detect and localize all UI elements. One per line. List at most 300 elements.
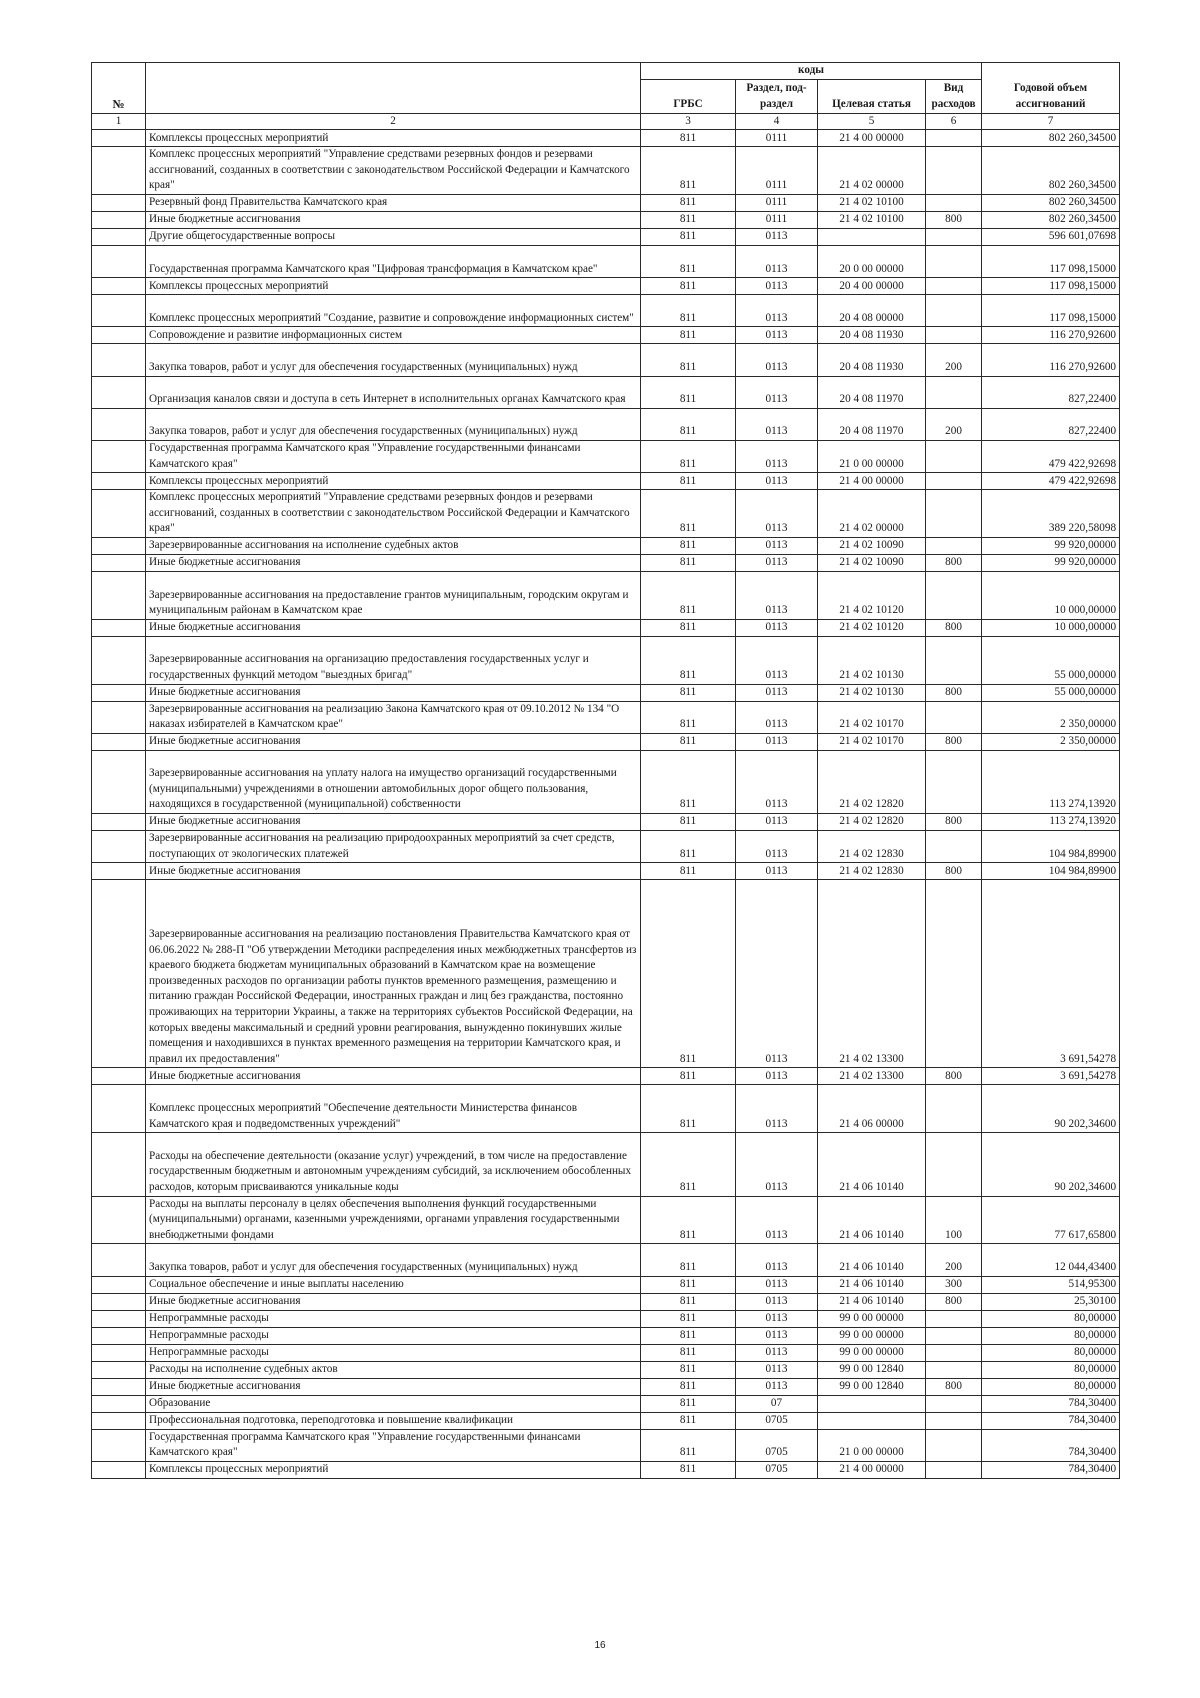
table-row (92, 1327, 1120, 1344)
table-row (92, 327, 1120, 344)
row-name: Резервный фонд Правительства Камчатского края (146, 194, 641, 211)
row-target-article: 21 0 00 00000 (818, 440, 926, 472)
row-expense-type (926, 1085, 982, 1133)
row-name: Иные бюджетные ассигнования (146, 733, 641, 750)
row-name: Иные бюджетные ассигнования (146, 814, 641, 831)
row-amount: 113 274,13920 (982, 814, 1120, 831)
row-expense-type (926, 636, 982, 684)
row-grbs: 811 (641, 278, 736, 295)
row-number (92, 1327, 146, 1344)
row-target-article: 20 4 08 00000 (818, 295, 926, 327)
header-number: № (92, 63, 146, 114)
row-amount: 117 098,15000 (982, 278, 1120, 295)
row-section: 0113 (736, 571, 818, 619)
row-number (92, 1361, 146, 1378)
row-expense-type (926, 1461, 982, 1478)
row-amount: 80,00000 (982, 1310, 1120, 1327)
row-amount: 479 422,92698 (982, 473, 1120, 490)
row-number (92, 1344, 146, 1361)
row-amount: 802 260,34500 (982, 130, 1120, 147)
row-expense-type (926, 537, 982, 554)
row-number (92, 408, 146, 440)
row-grbs: 811 (641, 327, 736, 344)
table-row (92, 228, 1120, 245)
table-row (92, 245, 1120, 277)
row-grbs: 811 (641, 130, 736, 147)
row-name: Иные бюджетные ассигнования (146, 1378, 641, 1395)
row-name: Профессиональная подготовка, переподготовка и повышение квалификации (146, 1412, 641, 1429)
row-number (92, 245, 146, 277)
row-section: 0113 (736, 831, 818, 863)
row-expense-type: 800 (926, 684, 982, 701)
row-target-article: 20 4 08 11970 (818, 408, 926, 440)
row-number (92, 376, 146, 408)
row-number (92, 211, 146, 228)
row-expense-type (926, 376, 982, 408)
row-number (92, 880, 146, 1068)
row-grbs: 811 (641, 490, 736, 538)
row-expense-type (926, 440, 982, 472)
row-target-article: 99 0 00 00000 (818, 1327, 926, 1344)
row-target-article (818, 1395, 926, 1412)
table-row (92, 295, 1120, 327)
row-grbs: 811 (641, 814, 736, 831)
row-number (92, 1196, 146, 1244)
table-row (92, 554, 1120, 571)
table-row (92, 490, 1120, 538)
row-expense-type: 800 (926, 619, 982, 636)
row-expense-type (926, 228, 982, 245)
row-expense-type: 800 (926, 1293, 982, 1310)
row-target-article: 21 4 06 10140 (818, 1244, 926, 1276)
row-number (92, 733, 146, 750)
row-expense-type (926, 831, 982, 863)
row-amount: 25,30100 (982, 1293, 1120, 1310)
row-section: 0113 (736, 880, 818, 1068)
header-target-article: Целевая статья (818, 79, 926, 113)
row-expense-type (926, 295, 982, 327)
row-number (92, 684, 146, 701)
row-amount: 90 202,34600 (982, 1133, 1120, 1196)
row-grbs: 811 (641, 1196, 736, 1244)
table-row (92, 1293, 1120, 1310)
row-target-article: 21 4 02 13300 (818, 880, 926, 1068)
row-name: Государственная программа Камчатского края "Управление государственными финансами Камчатского края" (146, 440, 641, 472)
row-grbs: 811 (641, 408, 736, 440)
table-row (92, 636, 1120, 684)
row-grbs: 811 (641, 619, 736, 636)
row-grbs: 811 (641, 701, 736, 733)
row-target-article: 21 4 02 12830 (818, 863, 926, 880)
row-name: Социальное обеспечение и иные выплаты населению (146, 1276, 641, 1293)
header-name-empty (146, 63, 641, 114)
row-number (92, 831, 146, 863)
row-target-article (818, 228, 926, 245)
row-section: 07 (736, 1395, 818, 1412)
row-name: Зарезервированные ассигнования на реализацию постановления Правительства Камчатского края от 06.06.2022 № 288-П "Об утверждении Методики распределения иных межбюджетных трансфертов из краевого бюджета бюджетам муниципальных образований в Камчатском крае на возмещение произведенных расходов по организации работы пунктов временного размещения, размещению и питанию граждан Российской Федерации, иностранных граждан и лиц без гражданства, постоянно проживающих на территории Украины, а также на территориях субъектов Российской Федерации, на которых введены максимальный и средний уровни реагирования, вынужденно покинувших жилые помещения и находившихся в пунктах временного размещения на территории Камчатского края, и правил их предоставления" (146, 880, 641, 1068)
row-expense-type: 200 (926, 344, 982, 376)
row-grbs: 811 (641, 1327, 736, 1344)
row-amount: 113 274,13920 (982, 750, 1120, 813)
row-expense-type (926, 1395, 982, 1412)
row-amount: 10 000,00000 (982, 619, 1120, 636)
row-grbs: 811 (641, 1133, 736, 1196)
row-grbs: 811 (641, 376, 736, 408)
row-expense-type (926, 490, 982, 538)
row-section: 0113 (736, 750, 818, 813)
row-number (92, 701, 146, 733)
row-grbs: 811 (641, 440, 736, 472)
row-number (92, 327, 146, 344)
row-grbs: 811 (641, 1244, 736, 1276)
row-name: Комплекс процессных мероприятий "Создание, развитие и сопровождение информационных систем" (146, 295, 641, 327)
row-amount: 104 984,89900 (982, 831, 1120, 863)
table-row (92, 1395, 1120, 1412)
table-row (92, 130, 1120, 147)
row-number (92, 147, 146, 195)
row-expense-type: 800 (926, 1068, 982, 1085)
row-amount: 77 617,65800 (982, 1196, 1120, 1244)
row-number (92, 1244, 146, 1276)
row-section: 0113 (736, 278, 818, 295)
column-number-2: 2 (146, 113, 641, 130)
row-amount: 802 260,34500 (982, 194, 1120, 211)
row-section: 0113 (736, 327, 818, 344)
row-amount: 10 000,00000 (982, 571, 1120, 619)
row-amount: 802 260,34500 (982, 147, 1120, 195)
row-section: 0113 (736, 733, 818, 750)
row-number (92, 750, 146, 813)
row-number (92, 344, 146, 376)
table-row (92, 440, 1120, 472)
row-amount: 3 691,54278 (982, 880, 1120, 1068)
row-number (92, 537, 146, 554)
row-target-article: 21 4 02 00000 (818, 147, 926, 195)
row-amount: 80,00000 (982, 1327, 1120, 1344)
row-grbs: 811 (641, 880, 736, 1068)
row-grbs: 811 (641, 1361, 736, 1378)
row-target-article: 21 4 02 10090 (818, 537, 926, 554)
row-target-article: 21 4 02 13300 (818, 1068, 926, 1085)
row-section: 0113 (736, 863, 818, 880)
row-number (92, 571, 146, 619)
column-number-1: 1 (92, 113, 146, 130)
row-name: Расходы на выплаты персоналу в целях обеспечения выполнения функций государственными (муниципальными) органами, казенными учреждениями, органами управления государственными внебюджетными фондами (146, 1196, 641, 1244)
row-section: 0111 (736, 147, 818, 195)
row-name: Зарезервированные ассигнования на уплату налога на имущество организаций государственными (муниципальными) учреждениями в отношении автомобильных дорог общего пользования, находящихся в государственной (муниципальной) собственности (146, 750, 641, 813)
row-name: Непрограммные расходы (146, 1327, 641, 1344)
row-target-article: 20 4 08 11970 (818, 376, 926, 408)
row-grbs: 811 (641, 1344, 736, 1361)
row-name: Непрограммные расходы (146, 1344, 641, 1361)
row-grbs: 811 (641, 750, 736, 813)
row-amount: 12 044,43400 (982, 1244, 1120, 1276)
row-name: Закупка товаров, работ и услуг для обеспечения государственных (муниципальных) нужд (146, 1244, 641, 1276)
row-section: 0113 (736, 1344, 818, 1361)
table-row (92, 344, 1120, 376)
row-number (92, 1412, 146, 1429)
row-name: Организация каналов связи и доступа в сеть Интернет в исполнительных органах Камчатского края (146, 376, 641, 408)
table-body (92, 130, 1120, 1479)
row-amount: 90 202,34600 (982, 1085, 1120, 1133)
row-name: Закупка товаров, работ и услуг для обеспечения государственных (муниципальных) нужд (146, 408, 641, 440)
row-grbs: 811 (641, 473, 736, 490)
table-row (92, 147, 1120, 195)
table-row (92, 880, 1120, 1068)
row-number (92, 1133, 146, 1196)
row-amount: 389 220,58098 (982, 490, 1120, 538)
row-section: 0113 (736, 1327, 818, 1344)
row-target-article: 21 4 02 10090 (818, 554, 926, 571)
table-row (92, 684, 1120, 701)
row-name: Зарезервированные ассигнования на организацию предоставления государственных услуг и государственных функций методом "выездных бригад" (146, 636, 641, 684)
row-grbs: 811 (641, 1276, 736, 1293)
row-amount: 3 691,54278 (982, 1068, 1120, 1085)
row-section: 0705 (736, 1461, 818, 1478)
row-number (92, 1429, 146, 1461)
row-grbs: 811 (641, 228, 736, 245)
row-section: 0113 (736, 376, 818, 408)
row-number (92, 636, 146, 684)
row-name: Сопровождение и развитие информационных систем (146, 327, 641, 344)
row-target-article: 21 0 00 00000 (818, 1429, 926, 1461)
row-amount: 479 422,92698 (982, 440, 1120, 472)
row-section: 0113 (736, 1276, 818, 1293)
row-name: Другие общегосударственные вопросы (146, 228, 641, 245)
table-row (92, 863, 1120, 880)
row-number (92, 863, 146, 880)
row-target-article: 20 0 00 00000 (818, 245, 926, 277)
row-amount: 55 000,00000 (982, 636, 1120, 684)
row-target-article: 21 4 00 00000 (818, 473, 926, 490)
row-amount: 802 260,34500 (982, 211, 1120, 228)
row-target-article: 21 4 02 10120 (818, 571, 926, 619)
row-name: Комплексы процессных мероприятий (146, 1461, 641, 1478)
row-section: 0113 (736, 228, 818, 245)
row-expense-type (926, 1133, 982, 1196)
row-target-article: 21 4 06 10140 (818, 1276, 926, 1293)
row-expense-type (926, 1429, 982, 1461)
row-number (92, 440, 146, 472)
row-target-article: 99 0 00 00000 (818, 1344, 926, 1361)
row-target-article: 21 4 02 00000 (818, 490, 926, 538)
row-expense-type (926, 1344, 982, 1361)
row-expense-type (926, 1361, 982, 1378)
row-target-article: 21 4 00 00000 (818, 130, 926, 147)
row-section: 0113 (736, 1196, 818, 1244)
row-section: 0113 (736, 619, 818, 636)
table-row (92, 733, 1120, 750)
column-number-6: 6 (926, 113, 982, 130)
row-name: Иные бюджетные ассигнования (146, 211, 641, 228)
row-expense-type (926, 147, 982, 195)
row-section: 0705 (736, 1429, 818, 1461)
row-amount: 99 920,00000 (982, 554, 1120, 571)
row-expense-type: 200 (926, 408, 982, 440)
row-section: 0113 (736, 554, 818, 571)
row-amount: 80,00000 (982, 1344, 1120, 1361)
table-row (92, 1244, 1120, 1276)
row-section: 0113 (736, 684, 818, 701)
page-number: 16 (594, 1640, 606, 1651)
row-amount: 784,30400 (982, 1412, 1120, 1429)
row-amount: 117 098,15000 (982, 245, 1120, 277)
row-grbs: 811 (641, 1310, 736, 1327)
row-number (92, 814, 146, 831)
table-row (92, 408, 1120, 440)
budget-table-page (91, 62, 1119, 1479)
row-name: Зарезервированные ассигнования на исполнение судебных актов (146, 537, 641, 554)
row-target-article (818, 1412, 926, 1429)
table-row (92, 619, 1120, 636)
table-row (92, 701, 1120, 733)
row-expense-type (926, 750, 982, 813)
table-row (92, 1412, 1120, 1429)
row-name: Государственная программа Камчатского края "Управление государственными финансами Камчатского края" (146, 1429, 641, 1461)
table-row (92, 1310, 1120, 1327)
table-row (92, 571, 1120, 619)
row-section: 0113 (736, 1244, 818, 1276)
row-expense-type: 800 (926, 554, 982, 571)
header-codes: коды (641, 63, 982, 80)
row-grbs: 811 (641, 571, 736, 619)
row-number (92, 1276, 146, 1293)
row-amount: 116 270,92600 (982, 327, 1120, 344)
row-section: 0113 (736, 537, 818, 554)
table-row (92, 1344, 1120, 1361)
row-target-article: 21 4 06 10140 (818, 1293, 926, 1310)
row-target-article: 20 4 08 11930 (818, 344, 926, 376)
row-expense-type: 800 (926, 211, 982, 228)
row-target-article: 21 4 00 00000 (818, 1461, 926, 1478)
row-target-article: 99 0 00 12840 (818, 1378, 926, 1395)
header-annual-amount: Годовой объем ассигнований (982, 63, 1120, 114)
table-row (92, 1378, 1120, 1395)
header-section: Раздел, под-раздел (736, 79, 818, 113)
row-amount: 99 920,00000 (982, 537, 1120, 554)
row-amount: 80,00000 (982, 1361, 1120, 1378)
row-target-article: 21 4 02 10130 (818, 636, 926, 684)
row-expense-type (926, 327, 982, 344)
row-name: Зарезервированные ассигнования на реализацию природоохранных мероприятий за счет средств, поступающих от экологических платежей (146, 831, 641, 863)
row-expense-type: 800 (926, 863, 982, 880)
row-name: Зарезервированные ассигнования на реализацию Закона Камчатского края от 09.10.2012 № 134 "О наказах избирателей в Камчатском крае" (146, 701, 641, 733)
table-row (92, 376, 1120, 408)
row-number (92, 1378, 146, 1395)
row-name: Иные бюджетные ассигнования (146, 1293, 641, 1310)
row-expense-type (926, 880, 982, 1068)
row-grbs: 811 (641, 245, 736, 277)
row-expense-type (926, 130, 982, 147)
row-expense-type (926, 571, 982, 619)
row-name: Комплекс процессных мероприятий "Управление средствами резервных фондов и резервами ассигнований, созданных в соответствии с законодательством Российской Федерации и Камчатского края" (146, 147, 641, 195)
row-section: 0113 (736, 1068, 818, 1085)
row-number (92, 490, 146, 538)
header-grbs: ГРБС (641, 79, 736, 113)
row-section: 0113 (736, 245, 818, 277)
row-number (92, 1395, 146, 1412)
row-section: 0113 (736, 1293, 818, 1310)
row-number (92, 1085, 146, 1133)
row-number (92, 1461, 146, 1478)
row-amount: 2 350,00000 (982, 701, 1120, 733)
row-number (92, 295, 146, 327)
table-row (92, 1276, 1120, 1293)
row-target-article: 99 0 00 00000 (818, 1310, 926, 1327)
row-name: Комплексы процессных мероприятий (146, 278, 641, 295)
row-grbs: 811 (641, 147, 736, 195)
row-amount: 827,22400 (982, 408, 1120, 440)
row-number (92, 228, 146, 245)
row-expense-type: 100 (926, 1196, 982, 1244)
row-number (92, 130, 146, 147)
row-expense-type: 200 (926, 1244, 982, 1276)
row-amount: 514,95300 (982, 1276, 1120, 1293)
row-section: 0705 (736, 1412, 818, 1429)
row-section: 0113 (736, 1378, 818, 1395)
row-expense-type (926, 1412, 982, 1429)
row-grbs: 811 (641, 194, 736, 211)
row-amount: 104 984,89900 (982, 863, 1120, 880)
table-row (92, 537, 1120, 554)
row-section: 0113 (736, 408, 818, 440)
row-name: Иные бюджетные ассигнования (146, 684, 641, 701)
row-name: Комплексы процессных мероприятий (146, 473, 641, 490)
row-grbs: 811 (641, 1395, 736, 1412)
row-number (92, 619, 146, 636)
row-section: 0113 (736, 1085, 818, 1133)
row-name: Образование (146, 1395, 641, 1412)
table-row (92, 1196, 1120, 1244)
row-name: Иные бюджетные ассигнования (146, 554, 641, 571)
row-grbs: 811 (641, 1378, 736, 1395)
header-expense-type: Вид расходов (926, 79, 982, 113)
row-grbs: 811 (641, 1429, 736, 1461)
row-expense-type (926, 245, 982, 277)
row-section: 0113 (736, 701, 818, 733)
row-expense-type (926, 1327, 982, 1344)
row-name: Закупка товаров, работ и услуг для обеспечения государственных (муниципальных) нужд (146, 344, 641, 376)
row-number (92, 1068, 146, 1085)
row-target-article: 21 4 02 10170 (818, 733, 926, 750)
table-row (92, 1133, 1120, 1196)
row-section: 0113 (736, 295, 818, 327)
row-grbs: 811 (641, 295, 736, 327)
row-amount: 784,30400 (982, 1395, 1120, 1412)
row-expense-type (926, 194, 982, 211)
row-expense-type (926, 701, 982, 733)
column-number-7: 7 (982, 113, 1120, 130)
table-row (92, 831, 1120, 863)
row-grbs: 811 (641, 1293, 736, 1310)
row-grbs: 811 (641, 344, 736, 376)
row-name: Государственная программа Камчатского края "Цифровая трансформация в Камчатском крае" (146, 245, 641, 277)
row-grbs: 811 (641, 554, 736, 571)
row-section: 0111 (736, 194, 818, 211)
column-number-4: 4 (736, 113, 818, 130)
table-row (92, 1361, 1120, 1378)
row-name: Комплекс процессных мероприятий "Управление средствами резервных фондов и резервами ассигнований, созданных в соответствии с законодательством Российской Федерации и Камчатского края" (146, 490, 641, 538)
row-section: 0113 (736, 1133, 818, 1196)
row-target-article: 21 4 06 10140 (818, 1133, 926, 1196)
row-target-article: 21 4 02 10120 (818, 619, 926, 636)
row-amount: 80,00000 (982, 1378, 1120, 1395)
row-name: Расходы на обеспечение деятельности (оказание услуг) учреждений, в том числе на предоставление государственным бюджетным и автономным учреждениям субсидий, за исключением обособленных расходов, которым присваиваются уникальные коды (146, 1133, 641, 1196)
row-grbs: 811 (641, 684, 736, 701)
row-grbs: 811 (641, 1412, 736, 1429)
row-grbs: 811 (641, 537, 736, 554)
row-grbs: 811 (641, 211, 736, 228)
